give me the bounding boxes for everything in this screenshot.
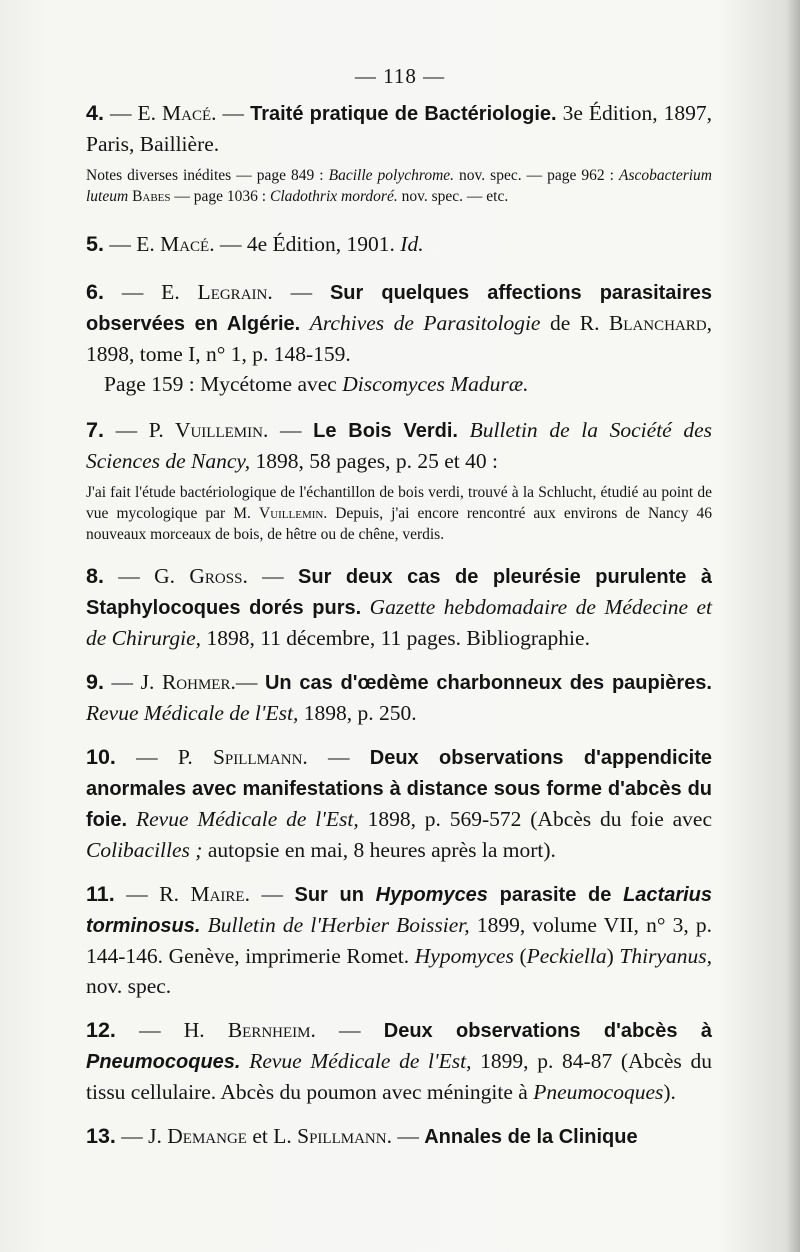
note-species: Bacille polychrome. [328, 167, 455, 184]
entry-author: — P. Vuillemin. — [115, 418, 302, 442]
entry-6 [86, 277, 712, 399]
note-text: nov. spec. — etc. [397, 188, 509, 205]
note-text: J'ai fait l'étude bactériologique de l'échantillon de bois verdi, trouvé à la Schlucht, étudié au point de vue mycologique par M. [86, 484, 712, 522]
entry-title: Traité pratique de Bactériologie. [250, 103, 557, 125]
entry-number: 9. [86, 670, 104, 694]
entry-details: 1898, p. 250. [298, 701, 417, 725]
entry-number: 6. [86, 280, 104, 304]
entry-author: — E. Macé. — [109, 232, 242, 256]
entry-number: 7. [86, 418, 104, 442]
entry-species: Peckiella [526, 944, 607, 968]
entry-details: 1898, 58 pages, p. 25 et 40 : [250, 449, 498, 473]
entry-10 [86, 742, 712, 865]
entry-author: Spillmann [297, 1124, 387, 1148]
entry-13 [86, 1121, 712, 1152]
entry-journal: Bulletin de la Société des Sciences de Nancy, [86, 418, 713, 473]
note-text: . Depuis, j'ai encore rencontré aux environs de Nancy 46 nouveaux morceaux de bois, de hêtre ou de chêne, verdis. [86, 505, 712, 543]
entry-number: 11. [86, 882, 115, 906]
entry-title-species: Hypomyces [375, 884, 488, 906]
entry-author: — P. Spillmann. — [136, 745, 350, 769]
entry-title: Un cas d'œdème charbonneux des paupières. [264, 672, 712, 694]
entry-number: 12. [86, 1018, 116, 1042]
entry-author: et L. [246, 1124, 298, 1148]
entry-title: Sur quelques affections parasitaires observées en Algérie. [86, 282, 713, 335]
note-species: Cladothrix mordoré. [269, 188, 398, 205]
entry-number: 4. [86, 101, 104, 125]
entry-title-species: Pneumocoques. [86, 1051, 241, 1073]
note-species: Ascobacterium luteum [86, 167, 712, 205]
entry-title: Sur un [294, 884, 376, 906]
entry-details: 3e Édition, 1897, Paris, Baillière. [86, 101, 713, 156]
entry-title: Annales de la Clinique [424, 1126, 638, 1148]
note-author: Vuillemin [259, 505, 324, 522]
entry-details: , 1898, tome I, n° 1, p. 148-159. [86, 311, 712, 366]
entry-title-species: Lactarius torminosus. [86, 884, 713, 937]
entry-number: 5. [86, 232, 104, 256]
entry-species: Hypomyces [414, 944, 514, 968]
note-text: Notes diverses inédites — page 849 : [86, 167, 329, 184]
entry-author: . — [386, 1124, 419, 1148]
entry-author: — R. Maire. — [126, 882, 283, 906]
entry-5 [86, 229, 712, 259]
entry-journal: Revue Médicale de l'Est, [249, 1049, 472, 1073]
entry-author: — J. Rohmer.— [111, 670, 258, 694]
entry-journal: Gazette hebdomadaire de Médecine et de Chirurgie, [86, 595, 712, 650]
binding-shadow [786, 0, 800, 1252]
page-number: — 118 — [354, 64, 446, 88]
entry-author: — J. [121, 1124, 168, 1148]
entry-details: ) [606, 944, 620, 968]
entry-details: 1898, p. 569-572 (Abcès du foie avec [358, 807, 713, 831]
entry-note: Page 159 : Mycétome avec [104, 372, 343, 396]
entry-title: Deux observations d'abcès à [383, 1020, 713, 1042]
note-text: — page 1036 : [170, 188, 270, 205]
entry-11 [86, 879, 712, 1001]
entry-4 [86, 98, 712, 207]
entry-title: Deux observations d'appendicite anormales avec manifestations à distance sous forme d'abcès du foie. [86, 747, 713, 831]
entry-journal: Revue Médicale de l'Est, [135, 807, 359, 831]
entry-journal: Archives de Parasitologie [309, 311, 541, 335]
entry-editor: Blanchard [608, 311, 707, 335]
entry-journal: Revue Médicale de l'Est, [86, 701, 299, 725]
entry-details: 4e Édition, 1901. [246, 232, 395, 256]
entry-author: — E. Legrain. — [121, 280, 313, 304]
entry-journal: Bulletin de l'Herbier Boissier, [207, 913, 470, 937]
entry-title: Sur deux cas de pleurésie purulente à Staphylocoques dorés purs. [86, 566, 713, 619]
entry-number: 10. [86, 745, 116, 769]
entry-author: — E. Macé. — [109, 101, 245, 125]
entry-7 [86, 415, 712, 545]
bibliography-list [86, 98, 712, 1166]
entry-title: Le Bois Verdi. [313, 420, 458, 442]
entry-number: 8. [86, 564, 104, 588]
note-text: nov. spec. — page 962 : [454, 167, 620, 184]
entry-species: Discomyces Maduræ. [342, 372, 529, 396]
entry-title: parasite de [487, 884, 624, 906]
entry-8 [86, 561, 712, 653]
entry-ibid: Id. [400, 232, 424, 256]
entry-species: Colibacilles ; [86, 838, 203, 862]
entry-details: ( [513, 944, 527, 968]
entry-9 [86, 667, 712, 728]
entry-details: autopsie en mai, 8 heures après la mort). [202, 838, 556, 862]
entry-12 [86, 1015, 712, 1107]
entry-details: 1899, volume VII, n° 3, p. 144-146. Genève, imprimerie Romet. [86, 913, 713, 968]
entry-author: — G. Gross. — [118, 564, 284, 588]
entry-number: 13. [86, 1124, 116, 1148]
entry-details: ). [663, 1080, 676, 1104]
entry-details: nov. spec. [86, 974, 172, 998]
entry-species: Pneumocoques [533, 1080, 664, 1104]
note-author: Babes [128, 188, 171, 205]
entry-details: 1899, p. 84-87 (Abcès du tissu cellulaire. Abcès du poumon avec méningite à [86, 1049, 712, 1104]
entry-author: — H. Bernheim. — [139, 1018, 361, 1042]
entry-species: Thiryanus, [619, 944, 712, 968]
entry-details: 1898, 11 décembre, 11 pages. Bibliographie. [201, 626, 590, 650]
entry-author: Demange [167, 1124, 247, 1148]
entry-details: de R. [540, 311, 609, 335]
